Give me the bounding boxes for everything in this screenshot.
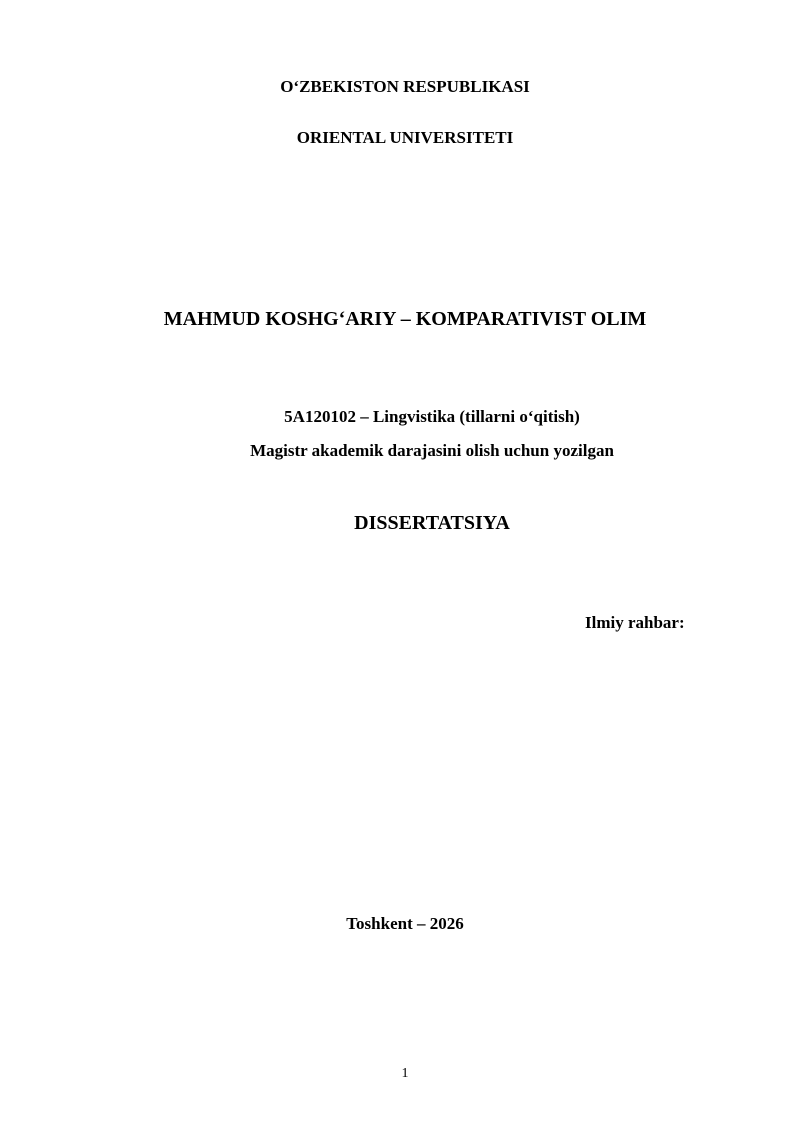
document-type: DISSERTATSIYA — [354, 512, 510, 534]
university-heading: ORIENTAL UNIVERSITETI — [296, 128, 514, 147]
degree-note: Magistr akademik darajasini olish uchun yozilgan — [250, 441, 614, 460]
place-year: Toshkent – 2026 — [346, 914, 464, 933]
advisor-label: Ilmiy rahbar: — [585, 613, 685, 632]
specialty-line: 5A120102 – Lingvistika (tillarni o‘qitish) — [284, 407, 580, 426]
page-number: 1 — [401, 1066, 409, 1081]
country-heading: O‘ZBEKISTON RESPUBLIKASI — [280, 77, 530, 96]
document-title: MAHMUD KOSHG‘ARIY – KOMPARATIVIST OLIM — [163, 308, 647, 330]
